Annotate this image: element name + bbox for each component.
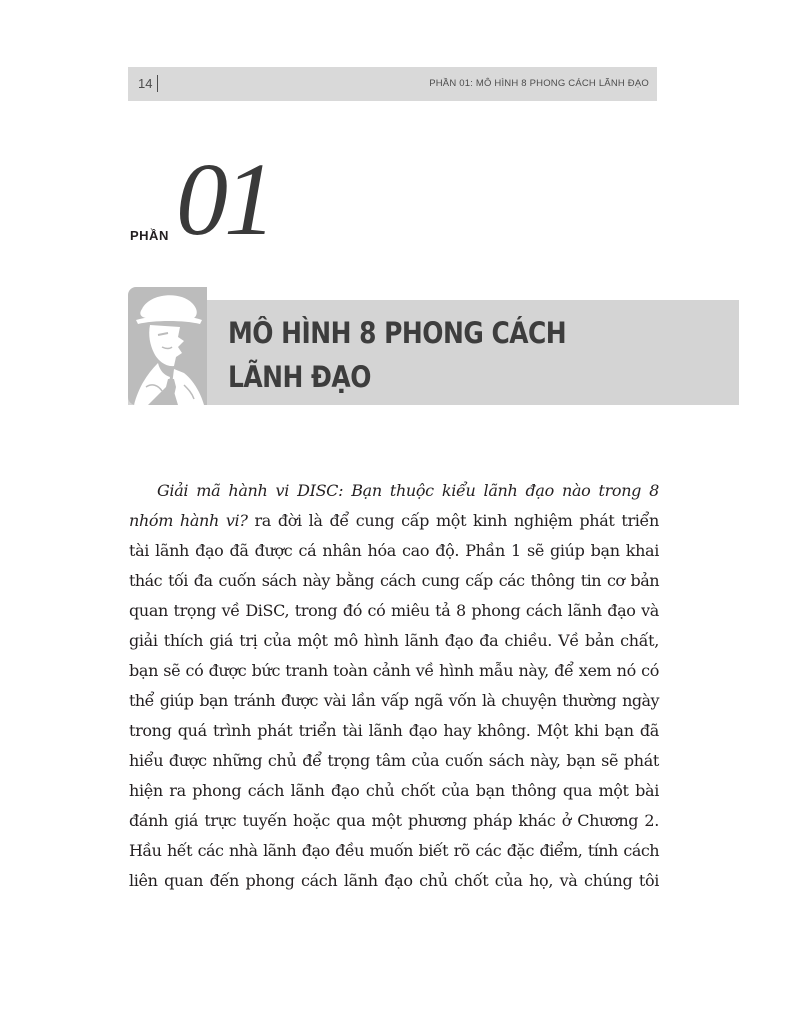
chapter-title (228, 311, 566, 399)
paragraph-line: tài lãnh đạo đã được cá nhân hóa cao độ. Phần 1 sẽ giúp bạn khai (129, 541, 659, 560)
paragraph-line: Hầu hết các nhà lãnh đạo đều muốn biết rõ các đặc điểm, tính cách (129, 841, 659, 860)
header-divider (157, 75, 158, 92)
paragraph-line: thể giúp bạn tránh được vài lần vấp ngã vốn là chuyện thường ngày (129, 691, 659, 710)
body-paragraph (129, 476, 659, 896)
paragraph-line: quan trọng về DiSC, trong đó có miêu tả 8 phong cách lãnh đạo và (129, 601, 659, 620)
paragraph-line (129, 476, 659, 506)
chapter-title-line: MÔ HÌNH 8 PHONG CÁCH (228, 316, 567, 350)
paragraph-line (129, 506, 659, 536)
paragraph-line: đánh giá trực tuyến hoặc qua một phương pháp khác ở Chương 2. (129, 811, 659, 830)
paragraph-line: hiểu được những chủ để trọng tâm của cuốn sách này, bạn sẽ phát (129, 751, 659, 770)
paragraph-line: liên quan đến phong cách lãnh đạo chủ chốt của họ, và chúng tôi (129, 871, 659, 890)
paragraph-line: bạn sẽ có được bức tranh toàn cảnh về hình mẫu này, để xem nó có (129, 661, 659, 680)
paragraph-line: thác tối đa cuốn sách này bằng cách cung cấp các thông tin cơ bản (129, 571, 659, 590)
paragraph-line: trong quá trình phát triển tài lãnh đạo hay không. Một khi bạn đã (129, 721, 659, 740)
running-header (128, 67, 657, 101)
running-title: PHẦN 01: MÔ HÌNH 8 PHONG CÁCH LÃNH ĐẠO (429, 78, 649, 89)
paragraph-line: giải thích giá trị của một mô hình lãnh đạo đa chiều. Về bản chất, (129, 631, 659, 650)
book-title-italic: nhóm hành vi? (129, 511, 248, 530)
paragraph-text: ra đời là để cung cấp một kinh nghiệm phát triển (247, 511, 659, 530)
part-label: PHẦN (130, 228, 169, 243)
part-number: 01 (176, 142, 272, 257)
page-number: 14 (138, 76, 153, 91)
paragraph-line: hiện ra phong cách lãnh đạo chủ chốt của bạn thông qua một bài (129, 781, 659, 800)
man-portrait-icon (128, 287, 207, 405)
chapter-title-line: LÃNH ĐẠO (228, 360, 371, 394)
book-title-italic: Giải mã hành vi DISC: Bạn thuộc kiểu lãnh đạo nào trong 8 (157, 481, 659, 500)
portrait-illustration (128, 287, 207, 405)
